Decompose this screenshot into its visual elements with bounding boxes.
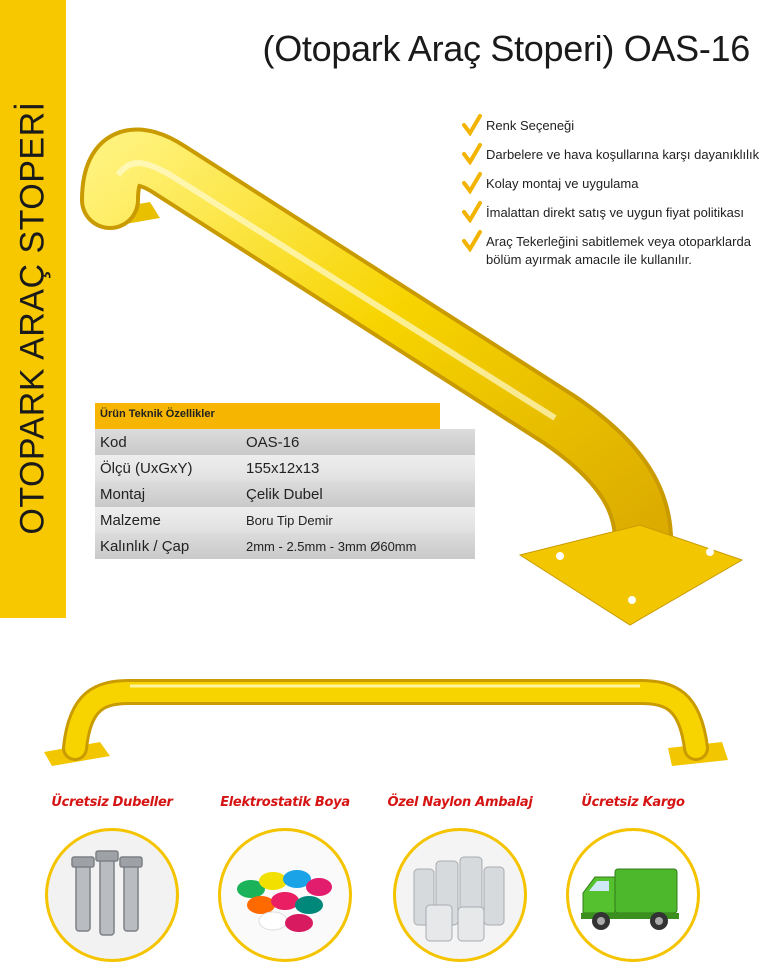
feature-item: Araç Tekerleğini sabitlemek veya otoparklarda bölüm ayırmak amacıle ile kullanılır. bbox=[460, 233, 760, 269]
spec-row bbox=[95, 455, 475, 481]
checkmark-icon bbox=[462, 172, 482, 194]
spec-key: Kod bbox=[95, 429, 240, 455]
feature-list bbox=[460, 117, 760, 280]
spec-value: Çelik Dubel bbox=[240, 481, 475, 507]
spec-table-header: Ürün Teknik Özellikler bbox=[95, 403, 440, 429]
spec-row bbox=[95, 429, 475, 455]
side-title: OTOPARK ARAÇ STOPERİ bbox=[13, 101, 52, 535]
checkmark-icon bbox=[462, 114, 482, 136]
anchor-bolts-icon bbox=[45, 828, 179, 962]
spec-table bbox=[95, 403, 475, 559]
nylon-rolls-icon bbox=[393, 828, 527, 962]
powder-paint-icon bbox=[218, 828, 352, 962]
badge-special-packaging: Özel Naylon Ambalaj bbox=[370, 795, 550, 962]
spec-value: Boru Tip Demir bbox=[240, 507, 475, 533]
spec-value: 155x12x13 bbox=[240, 455, 475, 481]
badge-free-anchors: Ücretsiz Dubeller bbox=[22, 795, 202, 962]
page-title: (Otopark Araç Stoperi) OAS-16 bbox=[262, 28, 750, 69]
spec-key: Malzeme bbox=[95, 507, 240, 533]
feature-item: Kolay montaj ve uygulama bbox=[460, 175, 760, 193]
checkmark-icon bbox=[462, 230, 482, 252]
spec-key: Kalınlık / Çap bbox=[95, 533, 240, 559]
spec-row bbox=[95, 481, 475, 507]
spec-value: OAS-16 bbox=[240, 429, 475, 455]
spec-key: Ölçü (UxGxY) bbox=[95, 455, 240, 481]
spec-value: 2mm - 2.5mm - 3mm Ø60mm bbox=[240, 533, 475, 559]
spec-key: Montaj bbox=[95, 481, 240, 507]
feature-item: Renk Seçeneği bbox=[460, 117, 760, 135]
feature-item: Darbelere ve hava koşullarına karşı dayanıklılık bbox=[460, 146, 760, 164]
feature-item: İmalattan direkt satış ve uygun fiyat politikası bbox=[460, 204, 760, 222]
checkmark-icon bbox=[462, 201, 482, 223]
spec-row bbox=[95, 507, 475, 533]
delivery-truck-icon bbox=[566, 828, 700, 962]
badge-electrostatic-paint: Elektrostatik Boya bbox=[195, 795, 375, 962]
service-badges bbox=[0, 795, 768, 971]
spec-row bbox=[95, 533, 475, 559]
badge-free-shipping: Ücretsiz Kargo bbox=[543, 795, 723, 962]
checkmark-icon bbox=[462, 143, 482, 165]
